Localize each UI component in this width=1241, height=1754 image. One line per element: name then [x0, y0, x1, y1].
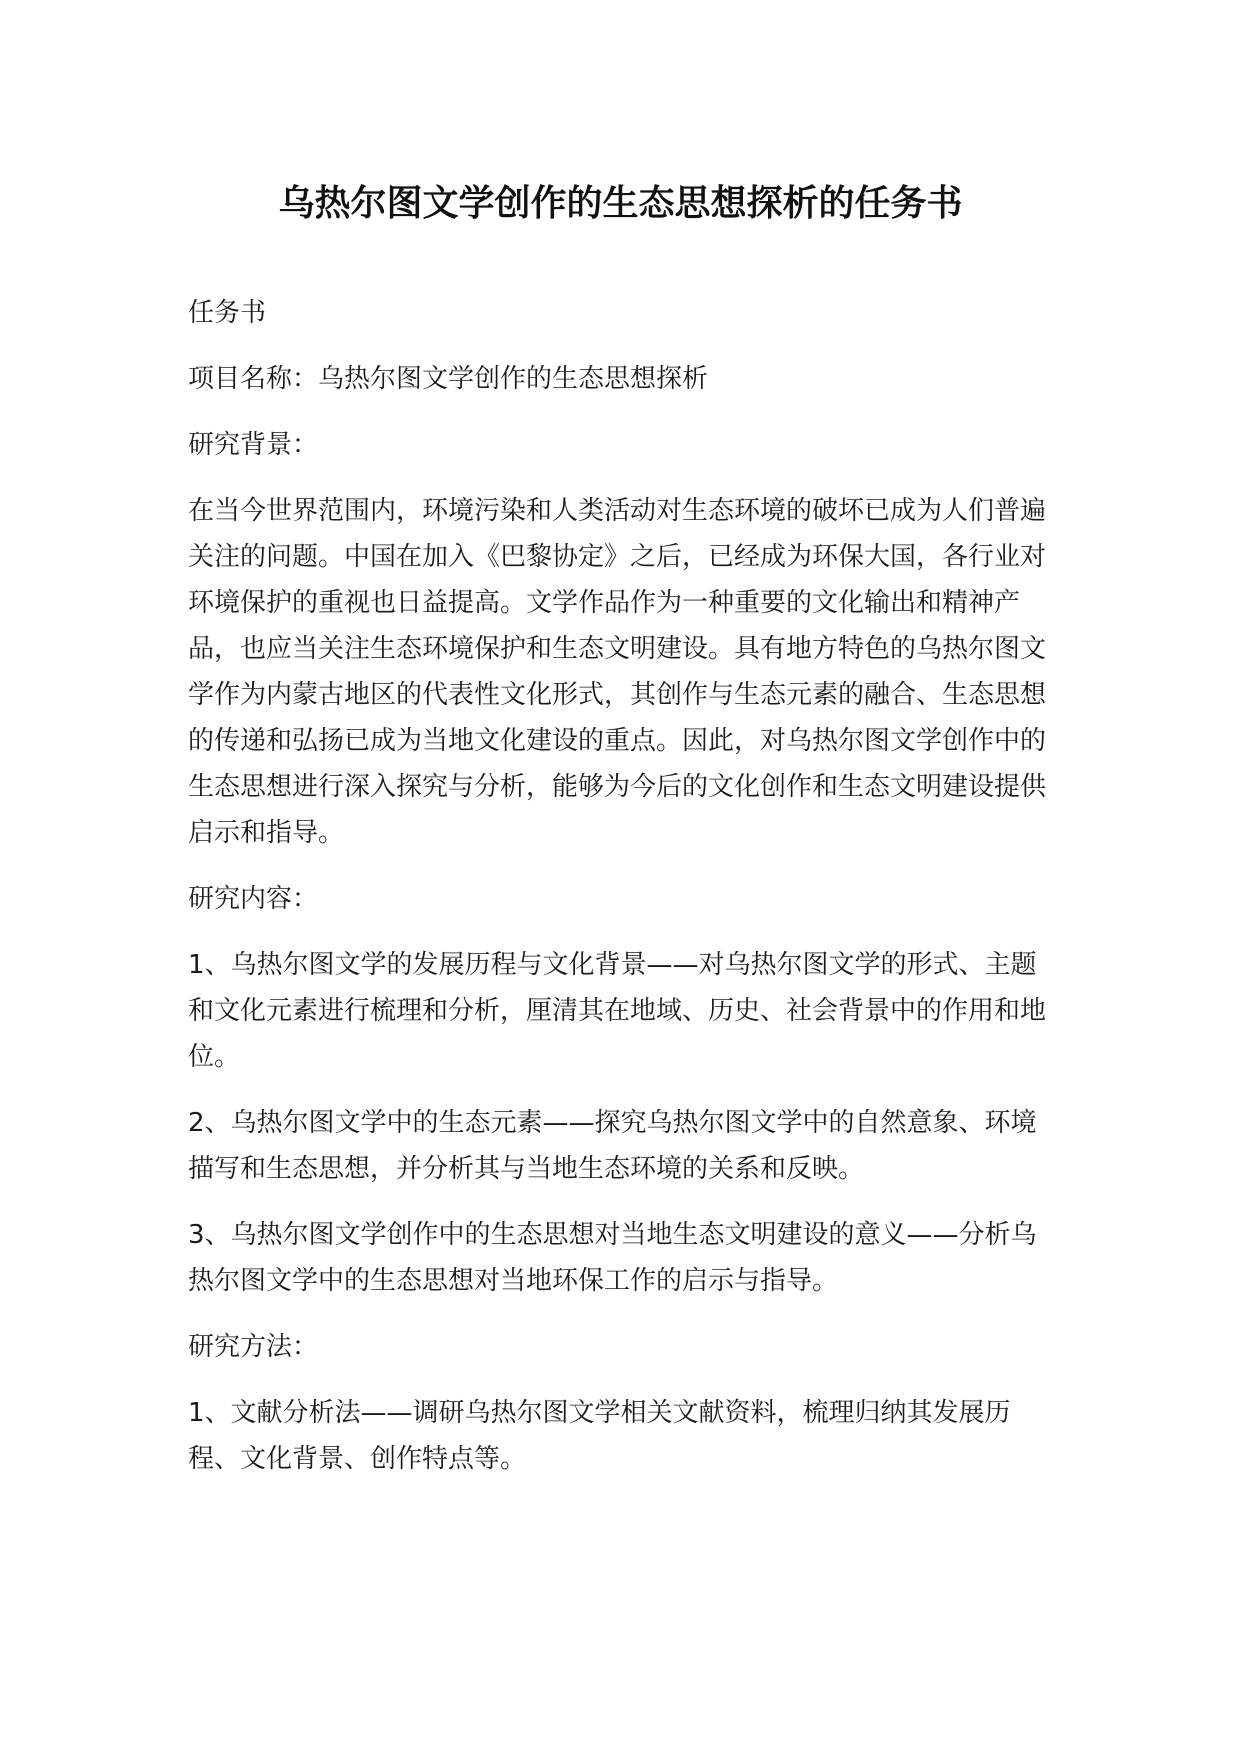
document-body	[188, 290, 1056, 1502]
heading-research-content: 研究内容：	[188, 884, 319, 914]
research-content-item-2: 2、乌热尔图文学中的生态元素——探究乌热尔图文学中的自然意象、环境描写和生态思想，并分析其与当地生态环境的关系和反映。	[188, 1108, 1037, 1184]
document-title: 乌热尔图文学创作的生态思想探析的任务书	[278, 183, 963, 224]
heading-research-methods: 研究方法：	[188, 1332, 319, 1362]
research-method-item-1: 1、文献分析法——调研乌热尔图文学相关文献资料，梳理归纳其发展历程、文化背景、创作特点等。	[188, 1398, 1011, 1474]
section-label-task-book: 任务书	[188, 298, 267, 328]
research-background-text: 在当今世界范围内，环境污染和人类活动对生态环境的破坏已成为人们普遍关注的问题。中国在加入《巴黎协定》之后，已经成为环保大国，各行业对环境保护的重视也日益提高。文学作品作为一种重要的文化输出和精神产品，也应当关注生态环境保护和生态文明建设。具有地方特色的乌热尔图文学作为内蒙古地区的代表性文化形式，其创作与生态元素的融合、生态思想的传递和弘扬已成为当地文化建设的重点。因此，对乌热尔图文学创作中的生态思想进行深入探究与分析，能够为今后的文化创作和生态文明建设提供启示和指导。	[188, 496, 1047, 848]
research-content-item-1: 1、乌热尔图文学的发展历程与文化背景——对乌热尔图文学的形式、主题和文化元素进行梳理和分析，厘清其在地域、历史、社会背景中的作用和地位。	[188, 950, 1047, 1072]
research-content-item-3: 3、乌热尔图文学创作中的生态思想对当地生态文明建设的意义——分析乌热尔图文学中的生态思想对当地环保工作的启示与指导。	[188, 1220, 1037, 1296]
project-name-line: 项目名称：乌热尔图文学创作的生态思想探析	[188, 364, 709, 394]
heading-research-background: 研究背景：	[188, 430, 319, 460]
